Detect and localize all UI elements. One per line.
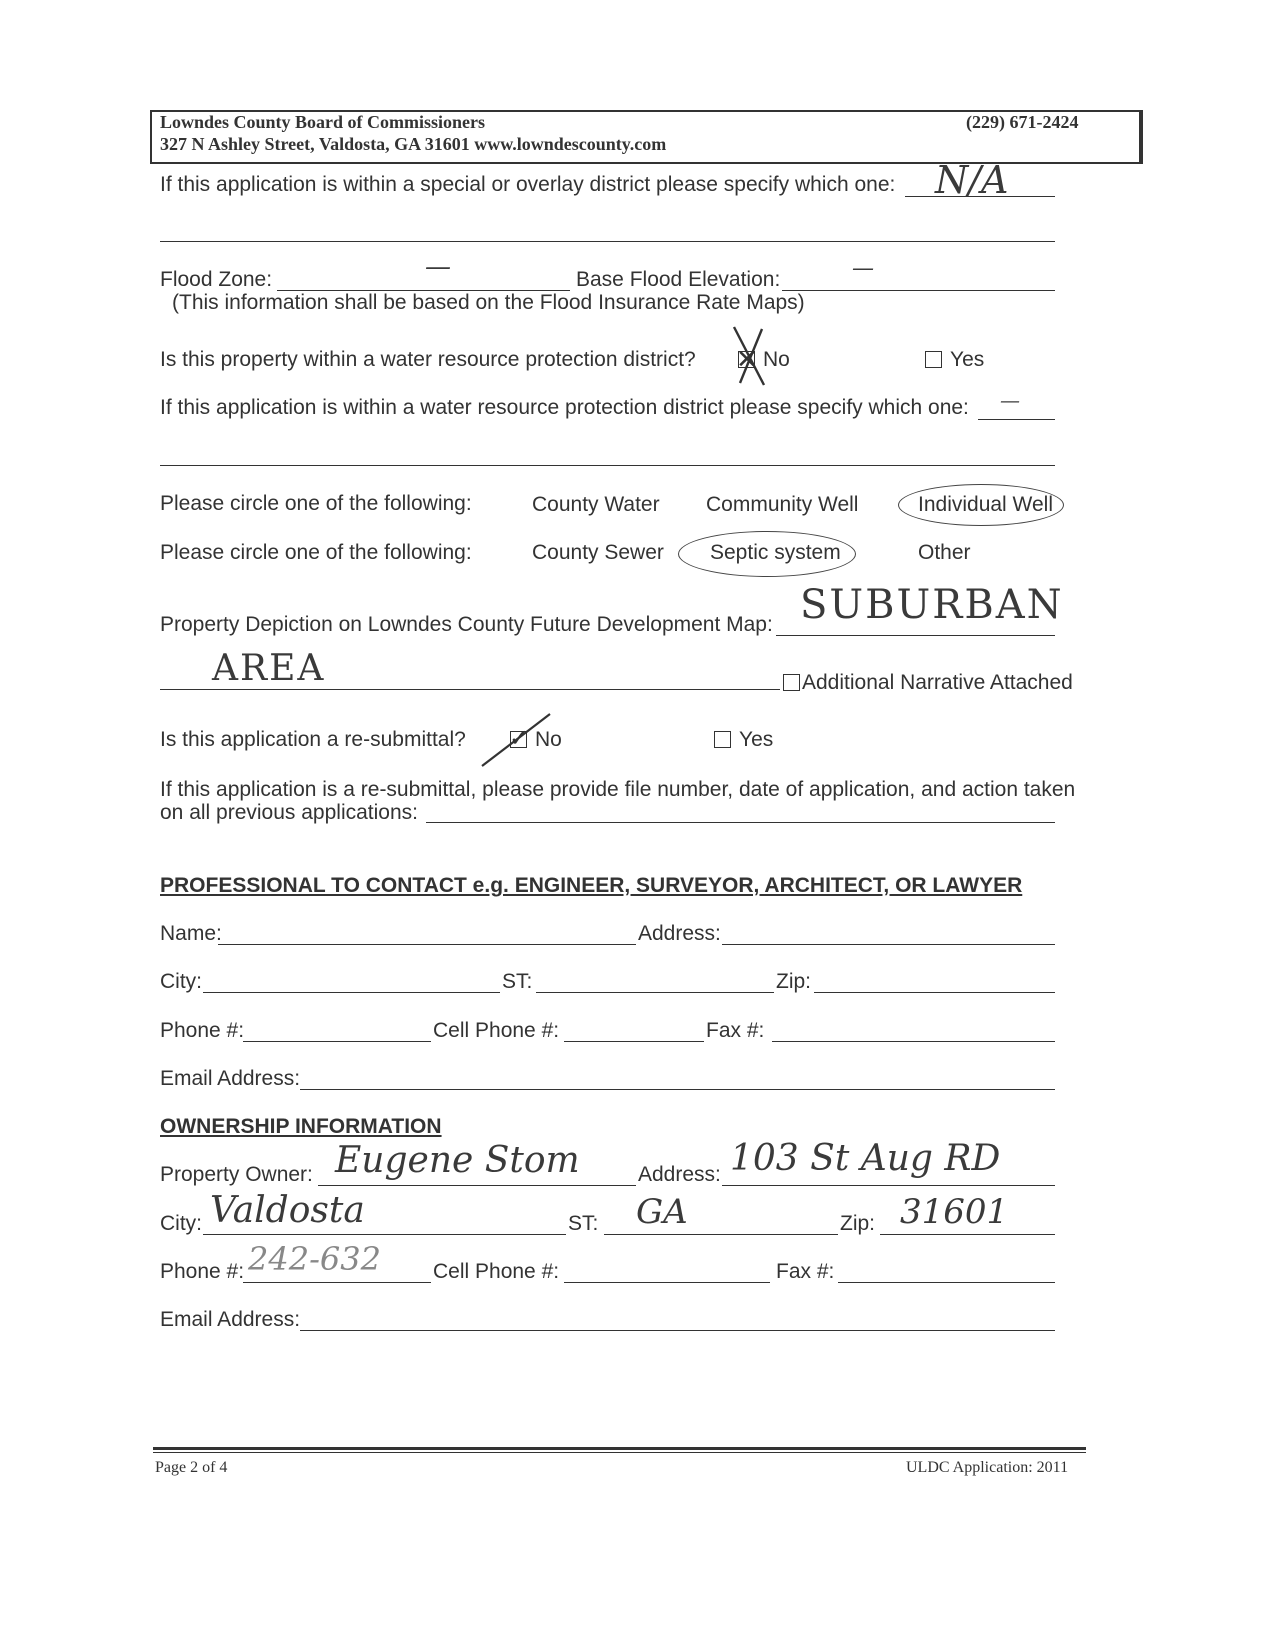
owner-fax-label: Fax #: xyxy=(776,1260,835,1283)
resubmittal-yes-label: Yes xyxy=(739,728,774,751)
check-mark-icon: ✓ xyxy=(509,725,530,752)
water-district-line xyxy=(978,419,1055,420)
owner-zip-line xyxy=(880,1234,1055,1235)
owner-city-label: City: xyxy=(160,1212,202,1235)
pro-fax-field[interactable] xyxy=(772,1041,1055,1042)
overlay-value[interactable]: N/A xyxy=(935,158,1009,202)
pro-zip-label: Zip: xyxy=(776,970,812,993)
resubmittal-yes[interactable] xyxy=(714,728,773,752)
owner-address-line xyxy=(722,1185,1055,1186)
option-community-well[interactable]: Community Well xyxy=(706,493,859,516)
resubmittal-details-line xyxy=(426,822,1055,823)
pro-phone-label: Phone #: xyxy=(160,1019,245,1042)
water-resource-question: Is this property within a water resource protection district? xyxy=(160,348,696,371)
future-map-line-2 xyxy=(160,689,780,690)
future-map-line xyxy=(776,635,1055,636)
pro-name-label: Name: xyxy=(160,922,222,945)
base-flood-value[interactable]: — xyxy=(852,256,874,281)
additional-narrative[interactable] xyxy=(783,671,1073,695)
professional-heading: PROFESSIONAL TO CONTACT e.g. ENGINEER, SURVEYOR, ARCHITECT, OR LAWYER xyxy=(160,874,1023,897)
owner-zip-label: Zip: xyxy=(840,1212,876,1235)
overlay-line-2 xyxy=(160,241,1055,242)
owner-field-line xyxy=(318,1185,636,1186)
water-resource-no-label: No xyxy=(763,348,790,371)
future-map-value[interactable]: SUBURBAN xyxy=(800,582,1064,628)
resubmittal-no-label: No xyxy=(535,728,562,751)
circle-mark-septic xyxy=(678,531,856,577)
flood-zone-label: Flood Zone: xyxy=(160,268,273,291)
water-district-line-2 xyxy=(160,465,1055,466)
flood-zone-value[interactable]: — xyxy=(425,252,451,282)
sewer-prompt: Please circle one of the following: xyxy=(160,541,472,564)
org-address: 327 N Ashley Street, Valdosta, GA 31601 www.lowndescounty.com xyxy=(160,134,667,154)
pro-fax-label: Fax #: xyxy=(706,1019,765,1042)
owner-cell-field[interactable] xyxy=(564,1282,770,1283)
option-septic-system[interactable]: Septic system xyxy=(710,541,841,564)
resubmittal-details-2: on all previous applications: xyxy=(160,801,418,824)
owner-st-label: ST: xyxy=(568,1212,599,1235)
footer-form: ULDC Application: 2011 xyxy=(906,1459,1069,1476)
future-map-value-2[interactable]: AREA xyxy=(212,648,326,689)
pro-name-field[interactable] xyxy=(218,944,636,945)
option-other[interactable]: Other xyxy=(918,541,971,564)
pro-zip-field[interactable] xyxy=(814,992,1055,993)
resubmittal-question: Is this application a re-submittal? xyxy=(160,728,466,751)
option-individual-well[interactable]: Individual Well xyxy=(918,493,1054,516)
pro-address-field[interactable] xyxy=(722,944,1055,945)
water-district-value[interactable]: — xyxy=(1000,388,1020,412)
base-flood-label: Base Flood Elevation: xyxy=(576,268,781,291)
pro-address-label: Address: xyxy=(638,922,721,945)
pro-cell-field[interactable] xyxy=(564,1041,704,1042)
option-county-water[interactable]: County Water xyxy=(532,493,660,516)
pro-email-field[interactable] xyxy=(300,1089,1055,1090)
ownership-heading: OWNERSHIP INFORMATION xyxy=(160,1115,442,1138)
future-map-label: Property Depiction on Lowndes County Future Development Map: xyxy=(160,613,773,636)
pro-st-field[interactable] xyxy=(536,992,774,993)
owner-st-line xyxy=(604,1234,838,1235)
footer-rule xyxy=(153,1447,1086,1450)
owner-address-value[interactable]: 103 St Aug RD xyxy=(730,1138,1001,1179)
narrative-checkbox[interactable] xyxy=(783,674,800,691)
pro-city-field[interactable] xyxy=(203,992,500,993)
owner-email-label: Email Address: xyxy=(160,1308,301,1331)
pro-phone-field[interactable] xyxy=(243,1041,431,1042)
pro-st-label: ST: xyxy=(502,970,533,993)
circle-mark-individual-well xyxy=(898,484,1064,526)
water-district-label: If this application is within a water resource protection district please specify which one: xyxy=(160,396,969,419)
owner-city-value[interactable]: Valdosta xyxy=(210,1190,365,1231)
water-source-prompt: Please circle one of the following: xyxy=(160,492,472,515)
resubmittal-details-1: If this application is a re-submittal, please provide file number, date of application, and action taken xyxy=(160,778,1076,801)
check-mark-icon: ✕ xyxy=(736,344,758,374)
footer-page: Page 2 of 4 xyxy=(155,1459,228,1476)
owner-email-field[interactable] xyxy=(300,1330,1055,1331)
pro-cell-label: Cell Phone #: xyxy=(433,1019,560,1042)
overlay-label: If this application is within a special or overlay district please specify which one: xyxy=(160,173,896,196)
owner-zip-value[interactable]: 31601 xyxy=(900,1192,1009,1232)
footer-rule-thin xyxy=(153,1452,1086,1453)
pro-city-label: City: xyxy=(160,970,202,993)
owner-phone-value[interactable]: 242-632 xyxy=(248,1240,381,1278)
org-name: Lowndes County Board of Commissioners xyxy=(160,112,486,132)
owner-address-label: Address: xyxy=(638,1163,721,1186)
water-resource-yes-checkbox[interactable] xyxy=(925,351,942,368)
narrative-label: Additional Narrative Attached xyxy=(802,671,1073,694)
resubmittal-yes-checkbox[interactable] xyxy=(714,731,731,748)
base-flood-line xyxy=(782,290,1055,291)
water-resource-yes[interactable] xyxy=(925,348,984,372)
owner-city-line xyxy=(203,1234,566,1235)
owner-cell-label: Cell Phone #: xyxy=(433,1260,560,1283)
org-phone: (229) 671-2424 xyxy=(966,112,1079,132)
pro-email-label: Email Address: xyxy=(160,1067,301,1090)
owner-phone-line xyxy=(243,1282,431,1283)
x-mark-icon xyxy=(730,325,768,387)
flood-note: (This information shall be based on the Flood Insurance Rate Maps) xyxy=(172,291,805,314)
owner-label: Property Owner: xyxy=(160,1163,313,1186)
owner-value[interactable]: Eugene Stom xyxy=(335,1140,580,1181)
check-stroke-icon xyxy=(478,710,554,770)
option-county-sewer[interactable]: County Sewer xyxy=(532,541,664,564)
owner-fax-field[interactable] xyxy=(838,1282,1055,1283)
owner-st-value[interactable]: GA xyxy=(636,1192,688,1232)
owner-phone-label: Phone #: xyxy=(160,1260,245,1283)
water-resource-yes-label: Yes xyxy=(950,348,985,371)
